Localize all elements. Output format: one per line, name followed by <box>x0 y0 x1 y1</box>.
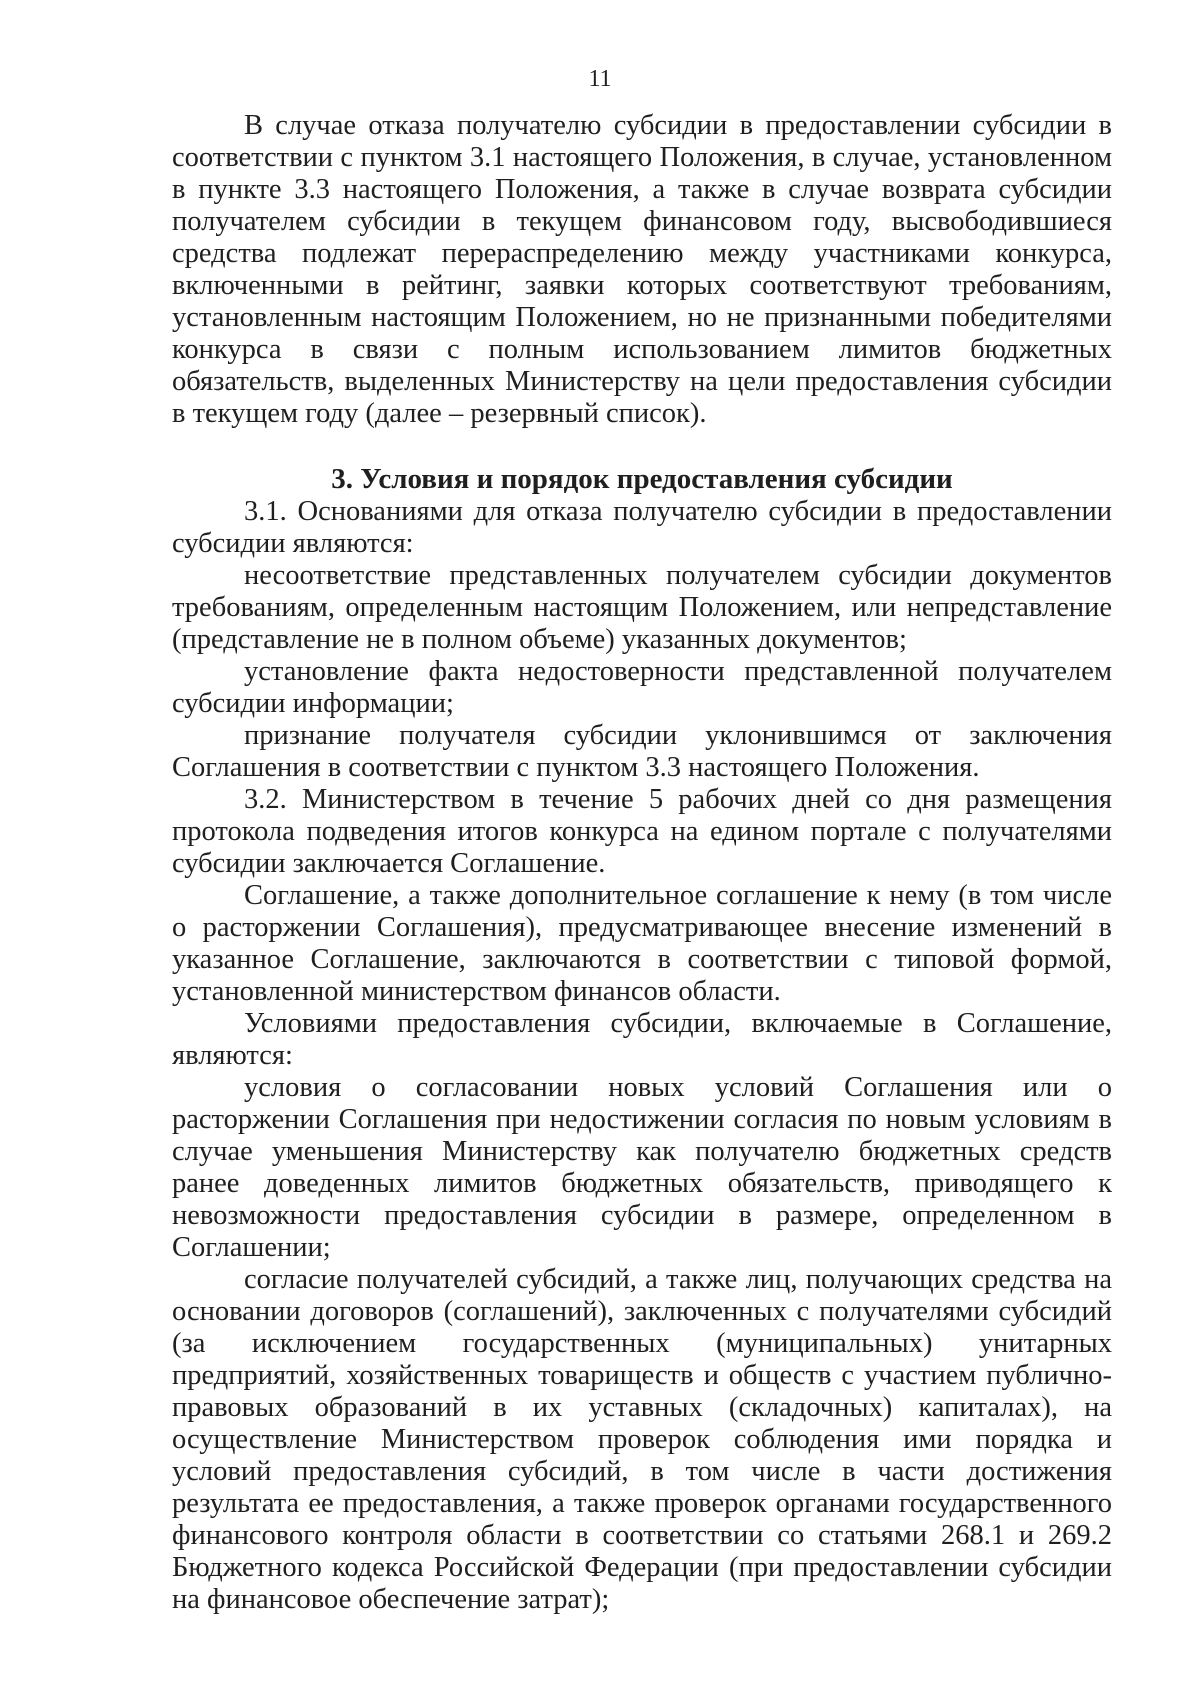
paragraph-consent-checks: согласие получателей субсидий, а также лиц, получающих средства на основании договоров (соглашений), заключенных с получателями субсидий (за исключением государственных (муниципальных) унитарных предприятий, хозяйственных товариществ и обществ с участием публично-правовых образований в их уставных (складочных) капиталах), на осуществление Министерством проверок соблюдения ими порядка и условий предоставления субсидий, в том числе в части достижения результата ее предоставления, а также проверок органами государственного финансового контроля области в соответствии со статьями 268.1 и 269.2 Бюджетного кодекса Российской Федерации (при предоставлении субсидии на финансовое обеспечение затрат); <box>172 1264 1112 1615</box>
paragraph-reserve-list: В случае отказа получателю субсидии в предоставлении субсидии в соответствии с пунктом 3.1 настоящего Положения, в случае, установленном в пункте 3.3 настоящего Положения, а также в случае возврата субсидии получателем субсидии в текущем финансовом году, высвободившиеся средства подлежат перераспределению между участниками конкурса, включенными в рейтинг, заявки которых соответствуют требованиям, установленным настоящим Положением, но не признанными победителями конкурса в связи с полным использованием лимитов бюджетных обязательств, выделенных Министерству на цели предоставления субсидии в текущем году (далее – резервный список). <box>172 110 1112 429</box>
paragraph-new-conditions: условия о согласовании новых условий Соглашения или о расторжении Соглашения при недостижении согласия по новым условиям в случае уменьшения Министерству как получателю бюджетных средств ранее доведенных лимитов бюджетных обязательств, приводящего к невозможности предоставления субсидии в размере, определенном в Соглашении; <box>172 1072 1112 1263</box>
paragraph-3-1: 3.1. Основаниями для отказа получателю субсидии в предоставлении субсидии являются: <box>172 496 1112 559</box>
paragraph-agreement-form: Соглашение, а также дополнительное соглашение к нему (в том числе о расторжении Соглашения), предусматривающее внесение изменений в указанное Соглашение, заключаются в соответствии с типовой формой, установленной министерством финансов области. <box>172 880 1112 1007</box>
paragraph-evasion: признание получателя субсидии уклонившимся от заключения Соглашения в соответствии с пунктом 3.3 настоящего Положения. <box>172 720 1112 783</box>
paragraph-mismatch: несоответствие представленных получателем субсидии документов требованиям, определенным настоящим Положением, или непредставление (представление не в полном объеме) указанных документов; <box>172 560 1112 655</box>
section-heading: 3. Условия и порядок предоставления субсидии <box>331 463 953 495</box>
paragraph-3-2: 3.2. Министерством в течение 5 рабочих дней со дня размещения протокола подведения итогов конкурса на едином портале с получателями субсидии заключается Соглашение. <box>172 784 1112 879</box>
paragraph-conditions-intro: Условиями предоставления субсидии, включаемые в Соглашение, являются: <box>172 1008 1112 1071</box>
page-number: 11 <box>588 66 612 92</box>
document-body <box>172 110 1112 1616</box>
paragraph-unreliable-info: установление факта недостоверности представленной получателем субсидии информации; <box>172 656 1112 719</box>
